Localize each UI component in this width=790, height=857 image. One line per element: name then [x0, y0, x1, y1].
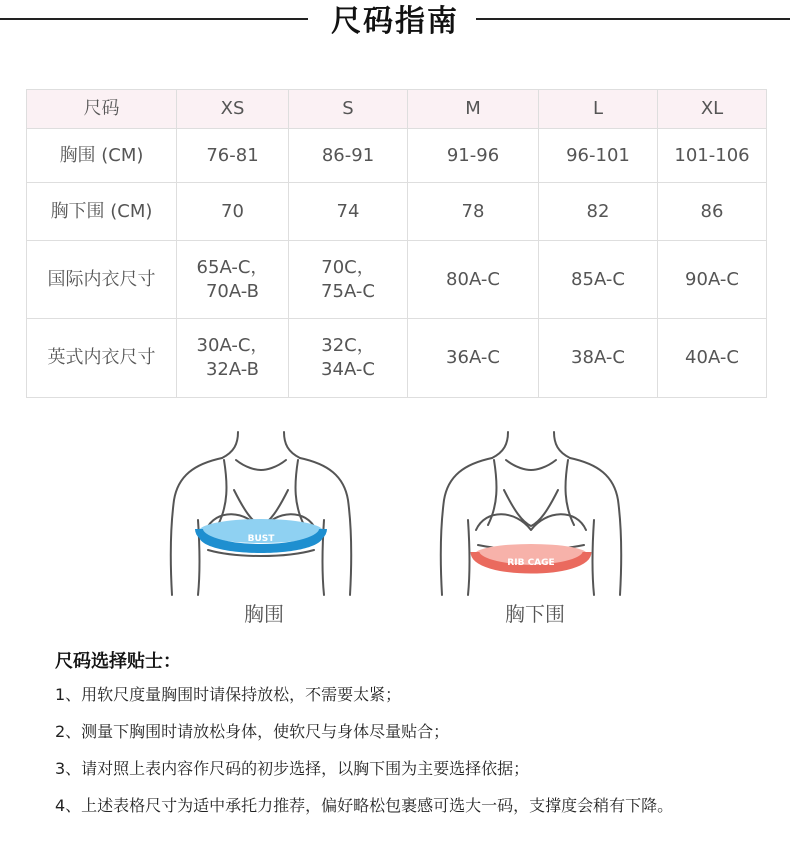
- page-title: 尺码指南: [331, 4, 459, 39]
- table-cell: 82: [539, 183, 658, 241]
- row-label: 英式内衣尺寸: [27, 319, 177, 398]
- cell-line: 32A-B: [205, 359, 260, 380]
- cell-line: 75A-C: [321, 280, 375, 302]
- table-cell: 90A-C: [658, 241, 767, 319]
- row-label: 国际内衣尺寸: [27, 241, 177, 319]
- torso-bust-icon: [166, 430, 356, 600]
- table-row: [27, 129, 767, 183]
- tips-heading: 尺码选择贴士：: [55, 651, 181, 672]
- table-row: [27, 241, 767, 319]
- cell-line: 70C，: [321, 256, 375, 278]
- table-cell: 85A-C: [539, 241, 658, 319]
- ribcage-caption: 胸下围: [505, 602, 565, 626]
- table-cell: 36A-C: [408, 319, 539, 398]
- table-cell: 38A-C: [539, 319, 658, 398]
- ribcage-band-label: RIB CAGE: [507, 558, 555, 568]
- table-row: [27, 183, 767, 241]
- table-cell: [289, 241, 408, 319]
- cell-line: 65A-C，: [196, 256, 269, 278]
- bust-caption: 胸围: [244, 602, 284, 626]
- table-cell: 78: [408, 183, 539, 241]
- cell-line: 34A-C: [321, 359, 375, 380]
- header-cell-l: L: [539, 90, 658, 129]
- tip-item: 3、请对照上表内容作尺码的初步选择，以胸下围为主要选择依据；: [55, 759, 530, 778]
- cell-line: 30A-C，: [196, 335, 269, 356]
- table-cell: [289, 319, 408, 398]
- table-cell: 91-96: [408, 129, 539, 183]
- table-cell: 40A-C: [658, 319, 767, 398]
- table-cell: 74: [289, 183, 408, 241]
- header-cell-size: 尺码: [27, 90, 177, 129]
- cell-line: 32C，: [321, 335, 375, 356]
- cell-line: 70A-B: [205, 280, 260, 302]
- header-cell-xs: XS: [177, 90, 289, 129]
- table-cell: 86: [658, 183, 767, 241]
- tip-item: 4、上述表格尺寸为适中承托力推荐，偏好略松包裹感可选大一码，支撑度会稍有下降。: [55, 796, 674, 815]
- table-cell: 96-101: [539, 129, 658, 183]
- table-cell: 76-81: [177, 129, 289, 183]
- table-cell: 70: [177, 183, 289, 241]
- size-chart-table: [26, 89, 767, 398]
- header-cell-xl: XL: [658, 90, 767, 129]
- header-cell-s: S: [289, 90, 408, 129]
- size-tips-section: [55, 648, 775, 832]
- title-divider-right: [476, 18, 790, 20]
- torso-ribcage-icon: [436, 430, 626, 600]
- row-label: 胸围 (CM): [27, 129, 177, 183]
- table-row: [27, 319, 767, 398]
- bust-band-label: BUST: [247, 534, 275, 544]
- row-label: 胸下围 (CM): [27, 183, 177, 241]
- table-cell: [177, 319, 289, 398]
- header-cell-m: M: [408, 90, 539, 129]
- page-header: [0, 0, 790, 46]
- tip-item: 1、用软尺度量胸围时请保持放松，不需要太紧；: [55, 685, 402, 704]
- table-cell: 86-91: [289, 129, 408, 183]
- table-cell: 101-106: [658, 129, 767, 183]
- table-header-row: [27, 90, 767, 129]
- table-cell: 80A-C: [408, 241, 539, 319]
- table-cell: [177, 241, 289, 319]
- tip-item: 2、测量下胸围时请放松身体，使软尺与身体尽量贴合；: [55, 722, 450, 741]
